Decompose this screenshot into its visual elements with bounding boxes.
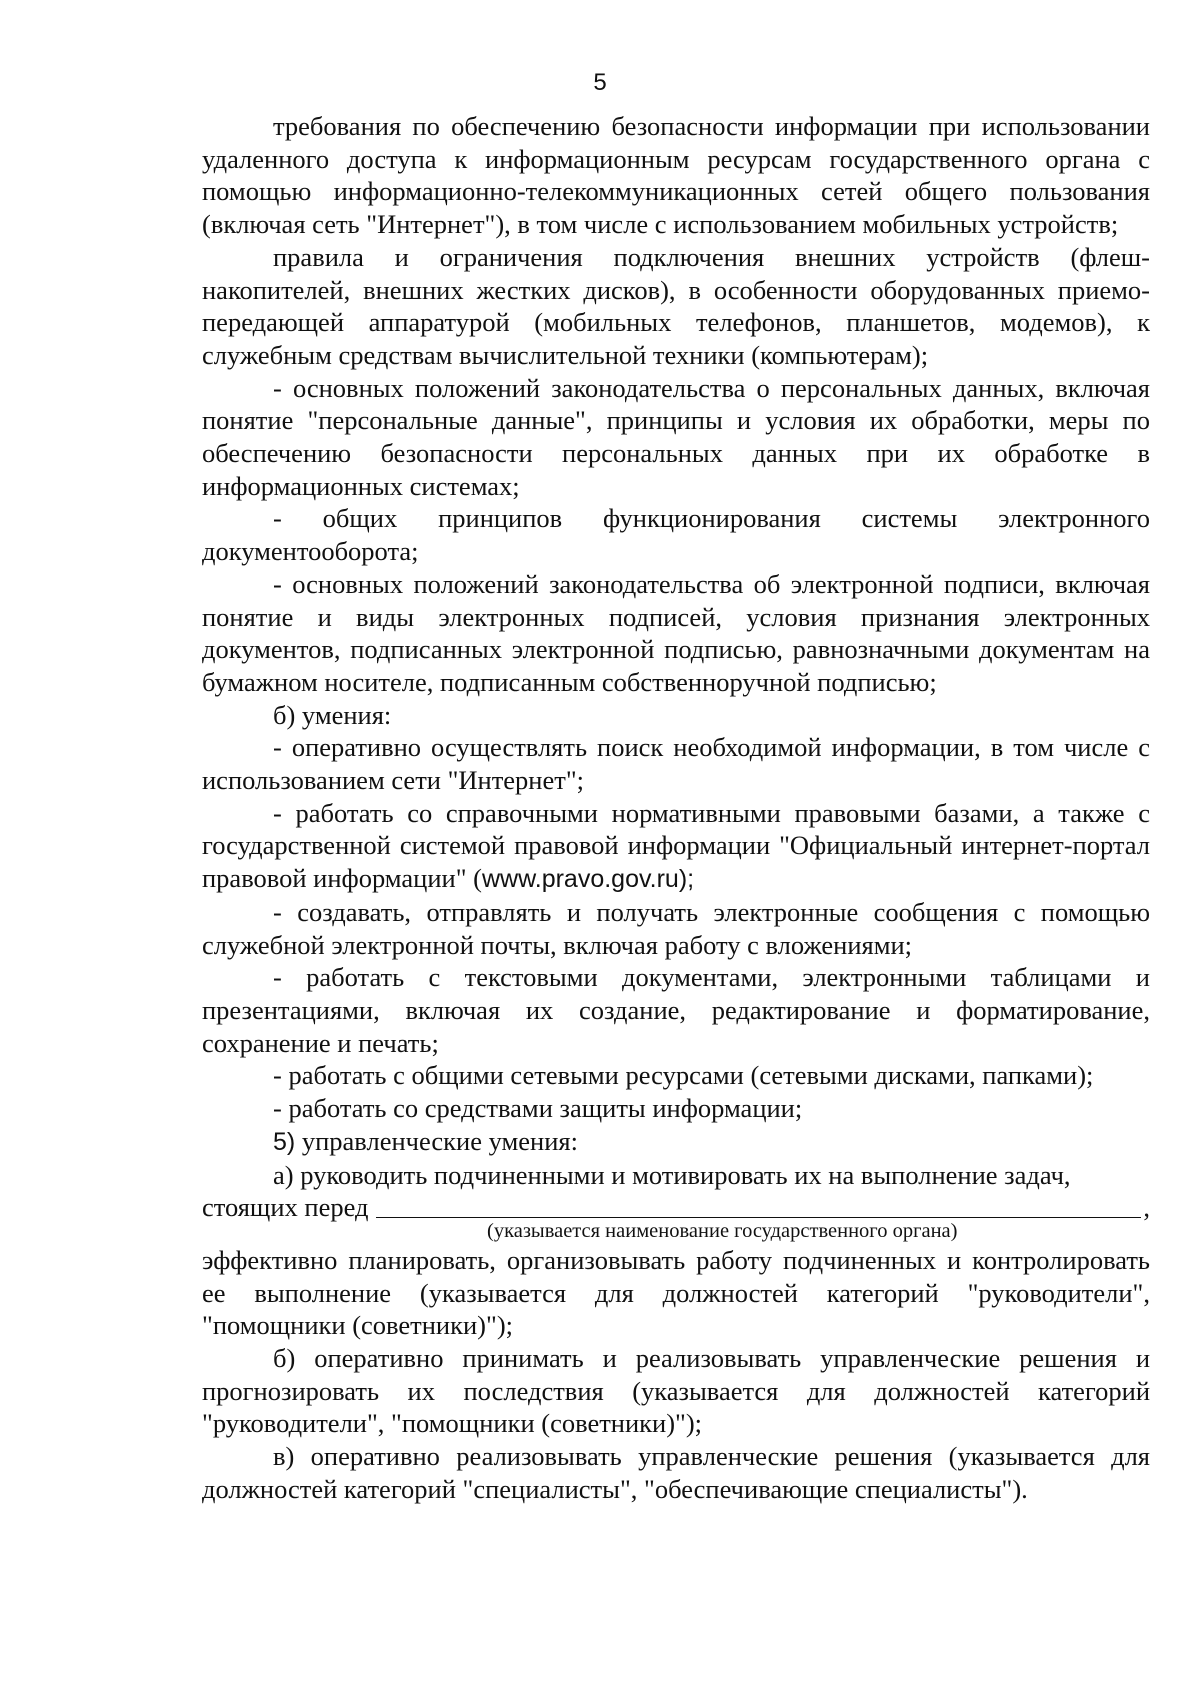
- paragraph-planning-control: эффективно планировать, организовывать работу подчиненных и контролировать ее выполнение (указывается для должностей категорий "руководители", "помощники (советники)");: [202, 1244, 1150, 1341]
- paragraph-network-resources: - работать с общими сетевыми ресурсами (сетевыми дисками, папками);: [273, 1060, 1094, 1091]
- legal-databases-text: - работать со справочными нормативными правовыми базами, а также с государственной системой правовой информации "Официальный интернет-портал правовой информации" (: [202, 797, 1150, 894]
- page-number: 5: [593, 69, 607, 96]
- organ-name-blank-line: [376, 1193, 1141, 1218]
- paragraph-remote-access-requirements: требования по обеспечению безопасности информации при использовании удаленного доступа к информационным ресурсам государственного органа с помощью информационно-телекоммуникационных сетей общего пользования (включая сеть "Интернет"), в том числе с использованием мобильных устройств;: [202, 111, 1150, 240]
- paragraph-skills-heading: б) умения:: [273, 699, 392, 730]
- paragraph-electronic-signature-law: - основных положений законодательства об электронной подписи, включая понятие и виды электронных подписей, условия признания электронных документов, подписанных электронной подписью, равнозначными документам на бумажном носителе, подписанным собственноручной подписью;: [202, 568, 1150, 697]
- paragraph-external-devices-rules: правила и ограничения подключения внешних устройств (флеш-накопителей, внешних жестких дисков), в особенности оборудованных приемо-передающей аппаратурой (мобильных телефонов, планшетов, модемов), к служебным средствам вычислительной техники (компьютерам);: [202, 241, 1150, 370]
- paragraph-document-flow-system: - общих принципов функционирования системы электронного документооборота;: [202, 503, 1150, 567]
- paragraph-management-decisions: б) оперативно принимать и реализовывать управленческие решения и прогнозировать их последствия (указывается для должностей категорий "руководители", "помощники (советники)");: [202, 1343, 1150, 1439]
- document-body: [202, 110, 1150, 1506]
- organ-name-blank-prefix: стоящих перед: [202, 1192, 369, 1223]
- paragraph-personal-data-law: - основных положений законодательства о персональных данных, включая понятие "персональные данные", принципы и условия их обработки, меры по обеспечению безопасности персональных данных при их обработке в информационных системах;: [202, 372, 1150, 501]
- paragraph-information-search: - оперативно осуществлять поиск необходимой информации, в том числе с использованием сети "Интернет";: [202, 732, 1150, 796]
- pravo-gov-url: www.pravo.gov.ru: [481, 865, 679, 894]
- management-skills-number: 5): [273, 1127, 296, 1156]
- paragraph-implement-decisions: в) оперативно реализовывать управленческие решения (указывается для должностей категорий "специалисты", "обеспечивающие специалисты").: [202, 1441, 1150, 1504]
- management-skills-label: управленческие умения:: [295, 1125, 578, 1156]
- organ-name-caption: (указывается наименование государственного органа): [487, 1219, 958, 1242]
- paragraph-lead-subordinates: а) руководить подчиненными и мотивировать их на выполнение задач,: [273, 1159, 1071, 1190]
- paragraph-legal-databases: [202, 797, 1150, 896]
- paragraph-office-documents: - работать с текстовыми документами, электронными таблицами и презентациями, включая их создание, редактирование и форматирование, сохранение и печать;: [202, 962, 1150, 1058]
- paragraph-email: - создавать, отправлять и получать электронные сообщения с помощью служебной электронной почты, включая работу с вложениями;: [202, 896, 1150, 960]
- organ-name-blank-suffix: ,: [1143, 1192, 1150, 1223]
- paragraph-management-skills-heading: [202, 1125, 1150, 1159]
- legal-databases-tail: );: [678, 865, 695, 894]
- paragraph-security-tools: - работать со средствами защиты информации;: [273, 1093, 803, 1124]
